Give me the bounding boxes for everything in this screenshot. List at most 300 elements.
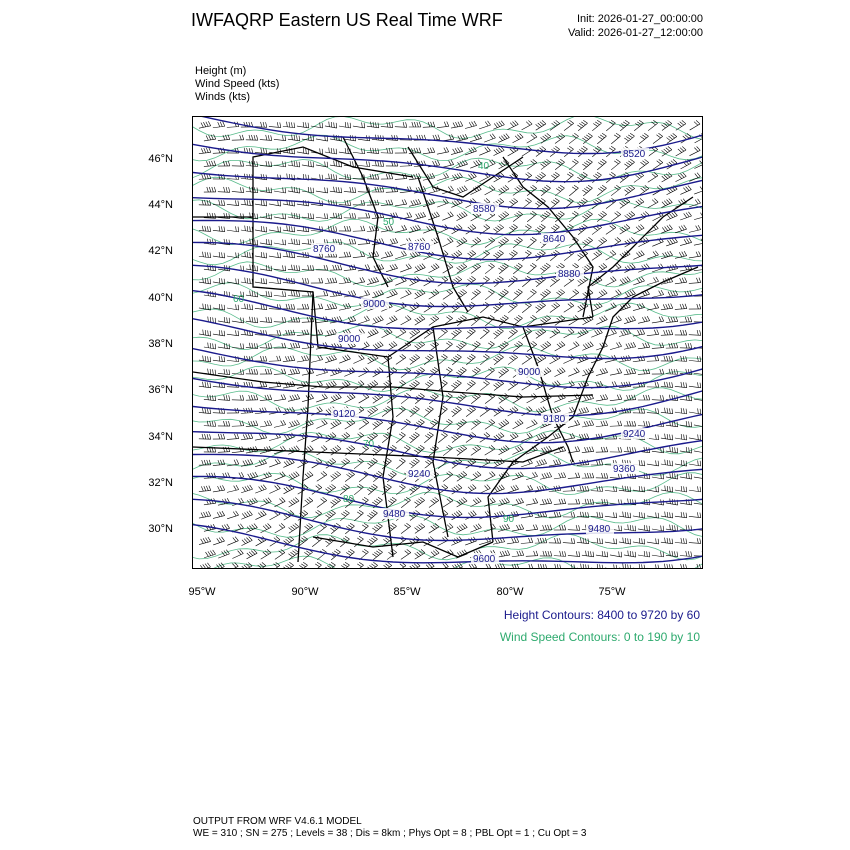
wind-barb [300, 471, 313, 481]
barb-shaft [583, 162, 592, 170]
barb-shaft [213, 256, 225, 258]
barb-flag [648, 421, 650, 426]
barb-flag [702, 343, 703, 348]
wind-barb [324, 354, 337, 362]
wind-barb [674, 251, 687, 258]
barb-flag [655, 382, 657, 387]
barb-flag [601, 460, 603, 465]
barb-flag [349, 226, 351, 231]
barb-flag [228, 161, 230, 166]
wind-barb [337, 354, 350, 363]
barb-flag [240, 135, 242, 140]
barb-flag [586, 407, 589, 412]
wind-barb [609, 394, 622, 400]
wind-barb [576, 407, 589, 414]
barb-shaft [610, 426, 622, 427]
wind-barb [580, 341, 593, 350]
barb-flag [246, 278, 248, 283]
barb-flag [557, 406, 560, 411]
barb-flag [288, 356, 290, 361]
barb-flag [321, 278, 323, 283]
barb-flag [374, 251, 376, 256]
barb-shaft [372, 166, 384, 167]
barb-flag [485, 121, 488, 126]
wind-barb [274, 317, 286, 323]
barb-flag [277, 356, 279, 361]
barb-flag [366, 213, 368, 218]
barb-flag [604, 341, 607, 346]
barb-shaft [218, 373, 230, 374]
weather-map [192, 116, 703, 569]
wind-barb [664, 132, 677, 143]
barb-flag [249, 200, 251, 205]
barb-flag [419, 122, 421, 127]
barb-shaft [316, 398, 327, 402]
barb-shaft [283, 204, 295, 206]
barb-flag [202, 226, 204, 231]
barb-flag [209, 383, 211, 388]
barb-flag [218, 356, 220, 361]
barb-flag [363, 149, 365, 154]
barb-flag [326, 162, 328, 167]
wind-barb [380, 251, 393, 259]
barb-shaft [269, 204, 281, 206]
barb-flag [643, 421, 645, 426]
barb-flag [674, 211, 677, 216]
barb-flag [214, 318, 216, 323]
barb-flag [243, 434, 245, 439]
wind-barb [659, 119, 672, 130]
barb-shaft [241, 438, 253, 440]
barb-flag [293, 343, 295, 348]
barb-flag [235, 304, 237, 309]
barb-flag [555, 433, 558, 438]
wind-barb [371, 289, 384, 297]
barb-shaft [689, 150, 700, 155]
barb-shaft [316, 191, 328, 193]
wind-barb [477, 301, 489, 313]
wind-barb [255, 173, 268, 180]
barb-flag [642, 329, 644, 334]
barb-flag [697, 434, 699, 439]
barb-shaft [541, 318, 551, 325]
wind-barb [232, 316, 245, 323]
wind-barb [283, 121, 296, 127]
barb-flag [377, 161, 379, 166]
barb-flag [457, 188, 460, 193]
barb-shaft [457, 448, 467, 455]
barb-flag [207, 252, 209, 257]
barb-flag [460, 135, 463, 140]
wind-barb [325, 121, 338, 128]
barb-flag [627, 395, 629, 400]
barb-shaft [438, 357, 447, 365]
barb-flag [201, 148, 203, 153]
barb-shaft [591, 306, 602, 311]
barb-flag [270, 394, 272, 399]
barb-flag [666, 434, 668, 439]
barb-flag [293, 239, 295, 244]
barb-flag [292, 421, 295, 426]
barb-shaft [218, 347, 230, 349]
barb-flag [297, 394, 300, 399]
barb-flag [700, 212, 703, 217]
barb-flag [602, 368, 605, 373]
barb-shaft [269, 386, 281, 387]
barb-flag [405, 122, 407, 127]
wind-barb [269, 225, 282, 232]
barb-shaft [199, 412, 211, 413]
barb-flag [246, 226, 248, 231]
wind-barb [552, 341, 565, 351]
barb-shaft [274, 399, 286, 401]
wind-barb [675, 459, 688, 466]
barb-flag [414, 174, 416, 179]
barb-shaft [610, 373, 622, 375]
barb-flag [457, 147, 460, 152]
wind-barb [302, 212, 315, 219]
barb-flag [680, 278, 682, 283]
barb-flag [645, 343, 647, 348]
barb-flag [302, 148, 304, 153]
barb-shaft [611, 136, 620, 144]
wind-barb [505, 120, 518, 130]
barb-shaft [255, 256, 267, 258]
wind-barb [384, 341, 397, 351]
wind-barb [339, 173, 352, 179]
wind-barb [566, 184, 578, 196]
barb-shaft [578, 280, 588, 287]
wind-barb [580, 315, 593, 325]
barb-flag [281, 420, 284, 425]
barb-flag [625, 292, 628, 297]
barb-flag [249, 343, 251, 348]
barb-flag [291, 317, 293, 322]
barb-flag [662, 227, 665, 232]
barb-shaft [283, 230, 295, 232]
barb-flag [364, 342, 367, 347]
barb-flag [237, 227, 239, 232]
wind-barb [561, 145, 573, 156]
wind-barb [478, 120, 491, 128]
barb-shaft [471, 266, 481, 273]
wind-barb [358, 160, 370, 166]
barb-shaft [471, 292, 480, 299]
barb-shaft [199, 256, 211, 258]
wind-barb [269, 121, 281, 127]
barb-shaft [274, 322, 286, 323]
wind-barb [241, 277, 254, 284]
barb-shaft [681, 163, 692, 169]
barb-flag [671, 317, 673, 322]
wind-barb [661, 433, 674, 440]
barb-shaft [513, 344, 523, 351]
wind-barb [561, 328, 574, 338]
barb-flag [206, 161, 208, 166]
barb-flag [451, 160, 454, 165]
barb-flag [587, 433, 589, 438]
barb-shaft [522, 150, 532, 156]
barb-flag [546, 446, 549, 451]
wind-barb [352, 277, 365, 284]
barb-flag [284, 136, 286, 141]
barb-shaft [359, 397, 369, 403]
barb-shaft [288, 296, 300, 297]
barb-shaft [260, 217, 272, 219]
barb-flag [240, 395, 242, 400]
barb-flag [420, 264, 423, 269]
barb-flag [604, 315, 607, 320]
barb-shaft [661, 438, 673, 440]
barb-shaft [479, 125, 490, 129]
boundary-line [253, 147, 413, 217]
wind-barb [407, 353, 420, 364]
wind-barb [272, 471, 285, 480]
barb-flag [228, 187, 230, 192]
wind-barb [538, 158, 551, 169]
barb-flag [664, 460, 666, 465]
barb-flag [656, 277, 659, 282]
barb-shaft [652, 242, 663, 247]
barb-flag [366, 341, 369, 346]
barb-flag [312, 188, 314, 193]
barb-flag [655, 356, 657, 361]
barb-flag [240, 187, 242, 192]
wind-barb [454, 340, 466, 352]
barb-flag [312, 162, 314, 167]
barb-flag [643, 408, 645, 413]
wind-barb [660, 251, 673, 259]
barb-shaft [381, 126, 393, 127]
barb-flag [211, 161, 213, 166]
wind-barb [204, 187, 216, 192]
barb-flag [685, 304, 687, 309]
barb-flag [286, 330, 288, 335]
barb-shaft [625, 188, 635, 195]
barb-flag [291, 252, 293, 257]
barb-flag [474, 161, 477, 166]
barb-flag [207, 473, 209, 478]
barb-flag [349, 213, 351, 218]
wind-barb [316, 212, 329, 218]
barb-flag [682, 251, 685, 256]
wind-barb [482, 133, 495, 142]
barb-shaft [610, 346, 622, 349]
barb-flag [270, 343, 272, 348]
wind-barb [212, 121, 225, 127]
wind-barb [636, 263, 649, 272]
barb-flag [688, 343, 690, 348]
barb-shaft [283, 386, 295, 388]
barb-flag [256, 395, 258, 400]
barb-flag [321, 304, 323, 309]
barb-shaft [689, 386, 701, 388]
wind-barb [694, 446, 703, 453]
barb-flag [578, 446, 580, 451]
barb-flag [673, 317, 675, 322]
wind-barb [283, 304, 295, 309]
barb-flag [348, 303, 350, 308]
barb-flag [680, 382, 682, 387]
wind-barb [436, 121, 449, 127]
barb-flag [254, 265, 256, 270]
barb-shaft [596, 372, 608, 375]
barb-flag [436, 211, 439, 216]
barb-flag [204, 174, 206, 179]
barb-flag [279, 330, 281, 335]
barb-flag [653, 251, 656, 256]
wind-barb [519, 380, 532, 390]
barb-flag [290, 356, 292, 361]
wind-barb [398, 263, 411, 272]
barb-flag [307, 278, 309, 283]
barb-shaft [344, 218, 356, 219]
barb-shaft [199, 334, 211, 336]
wind-barb [566, 210, 578, 222]
barb-flag [235, 122, 237, 127]
wind-barb [412, 263, 425, 272]
barb-shaft [316, 423, 327, 428]
barb-flag [669, 224, 672, 229]
wind-barb [409, 122, 421, 127]
barb-shaft [661, 387, 673, 388]
wind-barb [596, 447, 608, 452]
wind-barb [269, 356, 281, 361]
barb-flag [268, 239, 270, 244]
barb-shaft [283, 152, 295, 154]
wind-barb [510, 184, 523, 195]
barb-flag [285, 356, 287, 361]
barb-flag [218, 460, 220, 465]
barb-flag [291, 187, 293, 192]
barb-flag [391, 174, 393, 179]
barb-shaft [550, 332, 560, 338]
barb-flag [296, 343, 298, 348]
barb-flag [202, 278, 204, 283]
barb-flag [226, 447, 228, 452]
wind-barb [524, 158, 537, 169]
barb-flag [382, 238, 384, 243]
barb-flag [625, 277, 628, 282]
barb-shaft [662, 176, 672, 182]
barb-flag [326, 291, 328, 296]
wind-barb [636, 132, 649, 143]
barb-flag [235, 226, 237, 231]
barb-flag [628, 343, 630, 348]
barb-flag [218, 226, 220, 231]
wind-barb [524, 210, 536, 221]
barb-shaft [689, 438, 701, 440]
barb-flag [365, 290, 368, 295]
barb-shaft [396, 332, 406, 338]
wind-barb [496, 366, 509, 377]
wind-barb [351, 380, 364, 390]
barb-flag [260, 252, 262, 257]
barb-shaft [227, 387, 239, 388]
barb-flag [373, 318, 376, 323]
wind-barb [212, 459, 224, 465]
wind-barb [510, 262, 522, 274]
barb-flag [469, 122, 472, 127]
barb-flag [290, 395, 293, 400]
barb-shaft [466, 383, 475, 391]
barb-flag [685, 383, 687, 388]
barb-flag [643, 355, 645, 360]
barb-flag [688, 211, 691, 216]
barb-flag [666, 408, 668, 413]
wind-barb [246, 238, 259, 245]
barb-shaft [227, 308, 239, 310]
barb-shaft [666, 425, 678, 427]
barb-flag [260, 148, 262, 153]
wind-barb [297, 304, 309, 309]
wind-barb [687, 120, 700, 130]
barb-flag [631, 369, 633, 374]
wind-barb [407, 405, 419, 417]
barb-flag [597, 329, 600, 334]
barb-shaft [480, 331, 489, 339]
barb-flag [377, 148, 379, 153]
barb-flag [506, 133, 509, 138]
wind-barb [575, 119, 588, 130]
barb-shaft [675, 386, 687, 387]
wind-barb [421, 405, 433, 417]
barb-flag [251, 369, 253, 374]
barb-shaft [429, 319, 439, 326]
barb-flag [583, 344, 586, 349]
barb-flag [453, 122, 455, 127]
barb-flag [659, 290, 662, 295]
barb-flag [596, 408, 598, 413]
barb-shaft [522, 358, 532, 365]
barb-shaft [246, 269, 258, 271]
barb-flag [201, 122, 203, 127]
barb-flag [686, 238, 689, 243]
barb-shaft [661, 464, 673, 466]
barb-flag [223, 121, 225, 126]
barb-flag [641, 276, 644, 281]
barb-flag [699, 251, 701, 256]
barb-shaft [302, 191, 314, 193]
barb-flag [333, 174, 335, 179]
barb-flag [549, 445, 552, 450]
barb-flag [697, 408, 699, 413]
barb-flag [284, 435, 287, 440]
barb-flag [589, 447, 591, 452]
barb-flag [207, 226, 209, 231]
barb-flag [445, 198, 448, 203]
barb-flag [223, 331, 225, 336]
barb-flag [695, 173, 698, 178]
barb-flag [235, 330, 237, 335]
barb-flag [206, 135, 208, 140]
wind-barb [246, 369, 258, 374]
barb-shaft [260, 191, 272, 193]
barb-flag [369, 279, 372, 284]
wind-barb [538, 262, 550, 273]
barb-shaft [311, 360, 323, 363]
barb-flag [296, 239, 298, 244]
barb-shaft [690, 124, 700, 130]
barb-shaft [611, 188, 620, 195]
barb-flag [632, 447, 634, 452]
barb-flag [423, 212, 426, 217]
barb-shaft [410, 461, 419, 469]
barb-shaft [597, 162, 606, 170]
barb-flag [214, 187, 216, 192]
barb-flag [324, 187, 326, 192]
wind-barb [538, 288, 551, 299]
